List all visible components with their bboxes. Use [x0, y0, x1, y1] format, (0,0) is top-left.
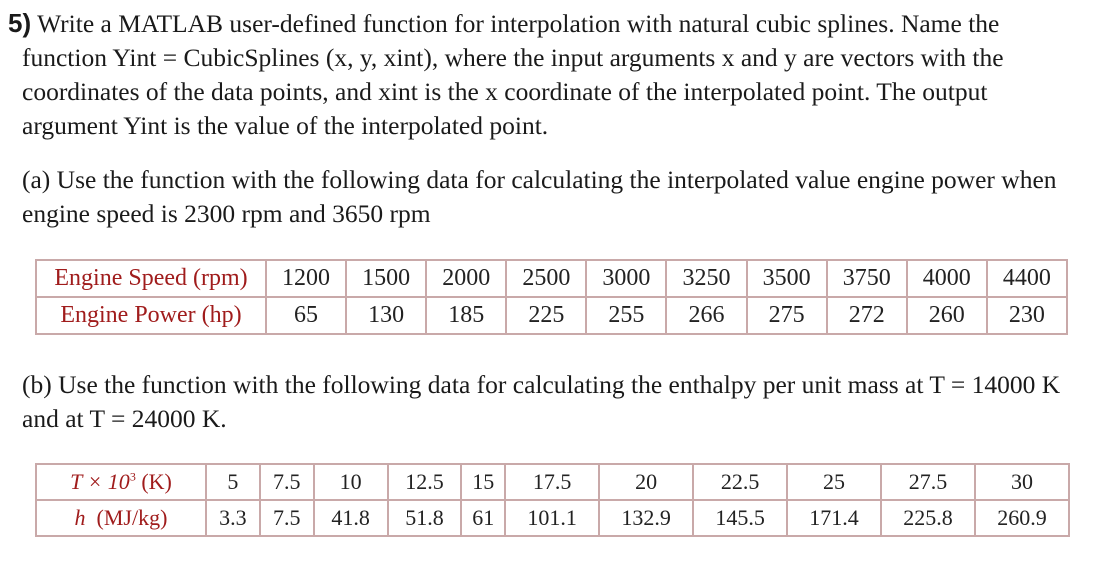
power-cell: 185 [426, 297, 506, 334]
enthalpy-cell: 101.1 [505, 500, 599, 536]
power-cell: 260 [907, 297, 987, 334]
enthalpy-cell: 132.9 [599, 500, 693, 536]
part-b-text: (b) Use the function with the following data for calculating the enthalpy per unit mass at T = 14000 K and at T = 24000 K. [22, 370, 1061, 433]
enthalpy-cell: 41.8 [314, 500, 388, 536]
power-cell: 272 [827, 297, 907, 334]
temperature-cell: 25 [787, 464, 881, 500]
temperature-cell: 5 [206, 464, 260, 500]
speed-cell: 1200 [266, 260, 346, 297]
power-cell: 266 [666, 297, 746, 334]
temperature-cell: 7.5 [260, 464, 314, 500]
power-cell: 275 [747, 297, 827, 334]
enthalpy-symbol: h [74, 505, 86, 530]
temperature-cell: 17.5 [505, 464, 599, 500]
speed-cell: 3500 [747, 260, 827, 297]
enthalpy-cell: 171.4 [787, 500, 881, 536]
speed-cell: 3750 [827, 260, 907, 297]
table-row-enthalpy [36, 500, 1069, 536]
temperature-cell: 10 [314, 464, 388, 500]
table-row-power [36, 297, 1067, 334]
temperature-symbol: T × 10 [70, 469, 130, 494]
enthalpy-cell: 225.8 [881, 500, 975, 536]
temperature-unit: (K) [135, 469, 172, 494]
temperature-cell: 15 [461, 464, 505, 500]
temperature-cell: 27.5 [881, 464, 975, 500]
power-cell: 225 [506, 297, 586, 334]
power-header: Engine Power (hp) [36, 297, 266, 334]
enthalpy-header [36, 500, 206, 536]
enthalpy-unit: (MJ/kg) [85, 505, 168, 530]
enthalpy-data-table [35, 463, 1070, 537]
speed-cell: 4400 [987, 260, 1067, 297]
enthalpy-cell: 51.8 [388, 500, 462, 536]
temperature-cell: 22.5 [693, 464, 787, 500]
temperature-cell: 30 [975, 464, 1069, 500]
speed-cell: 1500 [346, 260, 426, 297]
temperature-exponent: 3 [129, 469, 136, 484]
enthalpy-cell: 7.5 [260, 500, 314, 536]
power-cell: 255 [586, 297, 666, 334]
problem-intro [8, 6, 1084, 143]
power-cell: 65 [266, 297, 346, 334]
speed-cell: 2000 [426, 260, 506, 297]
speed-cell: 3000 [586, 260, 666, 297]
temperature-header [36, 464, 206, 500]
temperature-cell: 12.5 [388, 464, 462, 500]
problem-number: 5) [8, 8, 32, 38]
power-cell: 130 [346, 297, 426, 334]
problem-intro-text: Write a MATLAB user-defined function for interpolation with natural cubic splines. Name the function Yint = CubicSplines (x, y, xint), where the input arguments x and y are vectors with the coordinates of the data points, and xint is the x coordinate of the interpolated point. The output argument Yint is the value of the interpolated point. [22, 9, 1004, 140]
speed-cell: 2500 [506, 260, 586, 297]
power-cell: 230 [987, 297, 1067, 334]
speed-cell: 3250 [666, 260, 746, 297]
enthalpy-cell: 61 [461, 500, 505, 536]
part-a-text: (a) Use the function with the following data for calculating the interpolated value engine power when engine speed is 2300 rpm and 3650 rpm [22, 165, 1057, 228]
table-row-temperature [36, 464, 1069, 500]
table-row-speed [36, 260, 1067, 297]
temperature-cell: 20 [599, 464, 693, 500]
speed-cell: 4000 [907, 260, 987, 297]
speed-header: Engine Speed (rpm) [36, 260, 266, 297]
enthalpy-cell: 260.9 [975, 500, 1069, 536]
enthalpy-cell: 145.5 [693, 500, 787, 536]
enthalpy-cell: 3.3 [206, 500, 260, 536]
engine-data-table [35, 259, 1068, 335]
